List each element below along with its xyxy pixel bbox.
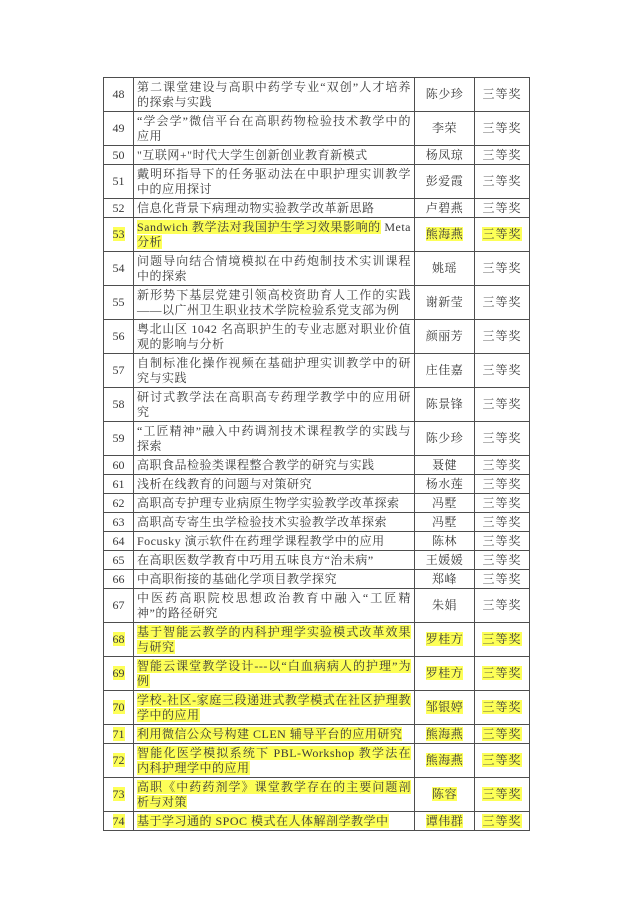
author-name: 聂健 bbox=[431, 457, 457, 472]
table-row bbox=[104, 589, 530, 623]
author-name-cell bbox=[415, 199, 475, 218]
row-number: 48 bbox=[112, 87, 125, 101]
row-number: 72 bbox=[112, 753, 125, 767]
project-title-cell bbox=[134, 657, 415, 691]
award-level: 三等奖 bbox=[482, 495, 522, 510]
project-title-cell bbox=[134, 165, 415, 199]
project-title-segment: 利用微信公众号构建 CLEN 辅导平台的应用研究 bbox=[137, 726, 403, 741]
table-row bbox=[104, 812, 530, 831]
author-name: 庄佳嘉 bbox=[425, 363, 464, 377]
table-row bbox=[104, 78, 530, 112]
award-level: 三等奖 bbox=[482, 121, 522, 135]
row-number: 71 bbox=[112, 726, 125, 741]
author-name-cell bbox=[415, 422, 475, 456]
award-level-cell bbox=[475, 494, 530, 513]
author-name: 冯墅 bbox=[431, 514, 457, 529]
row-number: 63 bbox=[112, 514, 125, 529]
author-name-cell bbox=[415, 475, 475, 494]
table-row bbox=[104, 725, 530, 744]
award-level: 三等奖 bbox=[482, 397, 522, 411]
project-title-segment: 第二课堂建设与高职中药学专业“双创”人才培养的探索与实践 bbox=[137, 79, 411, 109]
table-row bbox=[104, 422, 530, 456]
project-title-cell bbox=[134, 354, 415, 388]
award-level: 三等奖 bbox=[482, 666, 522, 680]
award-level: 三等奖 bbox=[482, 87, 522, 101]
award-level-cell bbox=[475, 475, 530, 494]
table-row bbox=[104, 146, 530, 165]
award-level: 三等奖 bbox=[482, 476, 522, 491]
award-level-cell bbox=[475, 252, 530, 286]
row-number: 60 bbox=[112, 457, 125, 472]
row-number: 70 bbox=[112, 700, 125, 714]
row-number-cell bbox=[104, 744, 134, 778]
table-row bbox=[104, 354, 530, 388]
author-name-cell bbox=[415, 570, 475, 589]
table-row bbox=[104, 570, 530, 589]
row-number: 53 bbox=[112, 227, 125, 241]
project-title-segment: 浅析在线教育的问题与对策研究 bbox=[137, 476, 313, 491]
project-title-segment: Sandwich 教学法对我国护生学习效果影响的 bbox=[137, 219, 381, 234]
author-name: 郑峰 bbox=[431, 571, 457, 586]
table-row bbox=[104, 778, 530, 812]
table-row bbox=[104, 252, 530, 286]
row-number: 62 bbox=[112, 495, 125, 510]
project-title-cell bbox=[134, 532, 415, 551]
award-level-cell bbox=[475, 589, 530, 623]
row-number-cell bbox=[104, 475, 134, 494]
project-title-cell bbox=[134, 286, 415, 320]
author-name-cell bbox=[415, 286, 475, 320]
author-name-cell bbox=[415, 744, 475, 778]
project-title-segment: "互联网+"时代大学生创新创业教育新模式 bbox=[137, 147, 368, 162]
row-number-cell bbox=[104, 589, 134, 623]
award-level-cell bbox=[475, 199, 530, 218]
project-title-cell bbox=[134, 218, 415, 252]
table-row bbox=[104, 551, 530, 570]
project-title-segment: Meta bbox=[380, 219, 412, 234]
award-level-cell bbox=[475, 354, 530, 388]
table-row bbox=[104, 494, 530, 513]
author-name: 熊海燕 bbox=[425, 753, 464, 767]
row-number: 66 bbox=[112, 571, 125, 586]
row-number-cell bbox=[104, 388, 134, 422]
row-number-cell bbox=[104, 691, 134, 725]
row-number-cell bbox=[104, 532, 134, 551]
award-level-cell bbox=[475, 570, 530, 589]
author-name: 冯墅 bbox=[431, 495, 457, 510]
award-level: 三等奖 bbox=[482, 329, 522, 343]
row-number-cell bbox=[104, 812, 134, 831]
project-title-segment: 分析 bbox=[137, 234, 163, 249]
award-level: 三等奖 bbox=[482, 200, 522, 215]
award-level: 三等奖 bbox=[482, 632, 522, 646]
author-name: 杨水莲 bbox=[425, 476, 464, 491]
award-level-cell bbox=[475, 623, 530, 657]
project-title-segment: “学会学”微信平台在高职药物检验技术教学中的应用 bbox=[137, 113, 411, 143]
table-row bbox=[104, 657, 530, 691]
award-level-cell bbox=[475, 551, 530, 570]
project-title-segment: 高职高专护理专业病原生物学实验教学改革探索 bbox=[137, 495, 400, 510]
row-number-cell bbox=[104, 623, 134, 657]
row-number-cell bbox=[104, 286, 134, 320]
project-title-segment: 问题导向结合情境模拟在中药炮制技术实训课程中的探索 bbox=[137, 253, 411, 283]
award-table-body bbox=[104, 78, 530, 831]
author-name: 彭爱霞 bbox=[425, 174, 464, 188]
row-number-cell bbox=[104, 570, 134, 589]
table-row bbox=[104, 691, 530, 725]
row-number: 68 bbox=[112, 632, 125, 646]
row-number: 50 bbox=[112, 147, 125, 162]
author-name: 陈林 bbox=[431, 533, 457, 548]
award-level-cell bbox=[475, 286, 530, 320]
author-name-cell bbox=[415, 165, 475, 199]
author-name: 谭伟群 bbox=[425, 813, 464, 828]
author-name-cell bbox=[415, 532, 475, 551]
project-title-cell bbox=[134, 320, 415, 354]
award-level: 三等奖 bbox=[482, 295, 522, 309]
row-number: 59 bbox=[112, 431, 125, 445]
project-title-segment: 中医药高职院校思想政治教育中融入“工匠精神”的路径研究 bbox=[137, 590, 411, 620]
award-level: 三等奖 bbox=[482, 174, 522, 188]
award-table bbox=[103, 77, 530, 831]
project-title-cell bbox=[134, 252, 415, 286]
table-row bbox=[104, 320, 530, 354]
author-name: 邹银婷 bbox=[425, 700, 464, 714]
author-name: 颜丽芳 bbox=[425, 329, 464, 343]
table-row bbox=[104, 532, 530, 551]
award-level: 三等奖 bbox=[482, 227, 522, 241]
author-name-cell bbox=[415, 78, 475, 112]
row-number-cell bbox=[104, 422, 134, 456]
author-name-cell bbox=[415, 513, 475, 532]
project-title-cell bbox=[134, 725, 415, 744]
project-title-segment: Focusky 演示软件在药理学课程教学中的应用 bbox=[137, 533, 385, 548]
project-title-segment: 中高职衔接的基础化学项目教学探究 bbox=[137, 571, 338, 586]
row-number: 49 bbox=[112, 121, 125, 135]
author-name: 王媛媛 bbox=[425, 552, 464, 567]
row-number: 57 bbox=[112, 363, 125, 377]
author-name: 谢新莹 bbox=[425, 295, 464, 309]
author-name: 陈少珍 bbox=[425, 431, 464, 445]
project-title-segment: 智能化医学模拟系统下 PBL-Workshop 教学法在内科护理学中的应用 bbox=[137, 745, 411, 775]
author-name: 熊海燕 bbox=[425, 227, 464, 241]
row-number-cell bbox=[104, 320, 134, 354]
table-row bbox=[104, 165, 530, 199]
project-title-cell bbox=[134, 812, 415, 831]
author-name: 朱娟 bbox=[431, 598, 457, 612]
author-name-cell bbox=[415, 778, 475, 812]
award-level-cell bbox=[475, 112, 530, 146]
row-number: 51 bbox=[112, 174, 125, 188]
author-name-cell bbox=[415, 657, 475, 691]
project-title-segment: 戴明环指导下的任务驱动法在中职护理实训教学中的应用探讨 bbox=[137, 166, 411, 196]
author-name-cell bbox=[415, 354, 475, 388]
author-name-cell bbox=[415, 725, 475, 744]
project-title-segment: 研讨式教学法在高职高专药理学教学中的应用研究 bbox=[137, 389, 411, 419]
author-name-cell bbox=[415, 320, 475, 354]
table-row bbox=[104, 388, 530, 422]
author-name-cell bbox=[415, 112, 475, 146]
award-level-cell bbox=[475, 691, 530, 725]
row-number: 73 bbox=[112, 787, 125, 801]
award-level-cell bbox=[475, 532, 530, 551]
row-number: 52 bbox=[112, 200, 125, 215]
project-title-segment: 自制标准化操作视频在基础护理实训教学中的研究与实践 bbox=[137, 355, 411, 385]
row-number: 56 bbox=[112, 329, 125, 343]
award-level-cell bbox=[475, 320, 530, 354]
project-title-cell bbox=[134, 78, 415, 112]
award-level-cell bbox=[475, 778, 530, 812]
project-title-cell bbox=[134, 388, 415, 422]
table-row bbox=[104, 199, 530, 218]
author-name: 罗桂方 bbox=[425, 632, 464, 646]
author-name: 李荣 bbox=[431, 121, 457, 135]
project-title-segment: 学校-社区-家庭三段递进式教学模式在社区护理教学中的应用 bbox=[137, 692, 411, 722]
author-name-cell bbox=[415, 456, 475, 475]
project-title-cell bbox=[134, 744, 415, 778]
award-level-cell bbox=[475, 513, 530, 532]
project-title-cell bbox=[134, 778, 415, 812]
table-row bbox=[104, 218, 530, 252]
author-name-cell bbox=[415, 691, 475, 725]
award-level: 三等奖 bbox=[482, 514, 522, 529]
author-name-cell bbox=[415, 252, 475, 286]
row-number-cell bbox=[104, 354, 134, 388]
project-title-segment: 基于学习通的 SPOC 模式在人体解剖学教学中 bbox=[137, 813, 389, 828]
author-name: 杨凤琼 bbox=[425, 147, 464, 162]
award-level: 三等奖 bbox=[482, 431, 522, 445]
row-number-cell bbox=[104, 513, 134, 532]
author-name: 陈少珍 bbox=[425, 87, 464, 101]
author-name-cell bbox=[415, 218, 475, 252]
row-number-cell bbox=[104, 252, 134, 286]
award-level-cell bbox=[475, 657, 530, 691]
project-title-cell bbox=[134, 422, 415, 456]
award-level: 三等奖 bbox=[482, 147, 522, 162]
award-level-cell bbox=[475, 744, 530, 778]
row-number-cell bbox=[104, 494, 134, 513]
project-title-segment: 智能云课堂教学设计---以“白血病病人的护理”为例 bbox=[137, 658, 411, 688]
author-name: 陈容 bbox=[431, 787, 457, 801]
row-number: 58 bbox=[112, 397, 125, 411]
award-level: 三等奖 bbox=[482, 363, 522, 377]
table-row bbox=[104, 623, 530, 657]
author-name: 罗桂方 bbox=[425, 666, 464, 680]
author-name-cell bbox=[415, 812, 475, 831]
project-title-cell bbox=[134, 513, 415, 532]
table-row bbox=[104, 744, 530, 778]
row-number-cell bbox=[104, 551, 134, 570]
project-title-segment: 高职《中药药剂学》课堂教学存在的主要问题剖析与对策 bbox=[137, 779, 411, 809]
author-name: 姚瑶 bbox=[431, 261, 457, 275]
author-name-cell bbox=[415, 589, 475, 623]
table-row bbox=[104, 286, 530, 320]
author-name-cell bbox=[415, 551, 475, 570]
row-number: 67 bbox=[112, 598, 125, 612]
award-level-cell bbox=[475, 725, 530, 744]
author-name-cell bbox=[415, 623, 475, 657]
project-title-cell bbox=[134, 691, 415, 725]
author-name-cell bbox=[415, 146, 475, 165]
award-level: 三等奖 bbox=[482, 598, 522, 612]
row-number-cell bbox=[104, 657, 134, 691]
author-name: 卢碧燕 bbox=[425, 200, 464, 215]
project-title-cell bbox=[134, 456, 415, 475]
award-level: 三等奖 bbox=[482, 700, 522, 714]
author-name-cell bbox=[415, 388, 475, 422]
project-title-cell bbox=[134, 570, 415, 589]
award-level-cell bbox=[475, 388, 530, 422]
author-name-cell bbox=[415, 494, 475, 513]
row-number-cell bbox=[104, 725, 134, 744]
award-level-cell bbox=[475, 812, 530, 831]
row-number: 69 bbox=[112, 666, 125, 680]
project-title-segment: “工匠精神”融入中药调剂技术课程教学的实践与探索 bbox=[137, 423, 411, 453]
table-row bbox=[104, 112, 530, 146]
award-level: 三等奖 bbox=[482, 533, 522, 548]
award-level: 三等奖 bbox=[482, 787, 522, 801]
table-row bbox=[104, 456, 530, 475]
row-number-cell bbox=[104, 218, 134, 252]
award-level: 三等奖 bbox=[482, 813, 522, 828]
award-level: 三等奖 bbox=[482, 457, 522, 472]
row-number: 54 bbox=[112, 261, 125, 275]
project-title-cell bbox=[134, 589, 415, 623]
row-number: 74 bbox=[112, 813, 125, 828]
award-level-cell bbox=[475, 165, 530, 199]
award-level-cell bbox=[475, 422, 530, 456]
row-number-cell bbox=[104, 199, 134, 218]
project-title-cell bbox=[134, 551, 415, 570]
award-level-cell bbox=[475, 218, 530, 252]
row-number-cell bbox=[104, 456, 134, 475]
project-title-cell bbox=[134, 112, 415, 146]
project-title-cell bbox=[134, 475, 415, 494]
project-title-segment: 信息化背景下病理动物实验教学改革新思路 bbox=[137, 200, 375, 215]
row-number: 65 bbox=[112, 552, 125, 567]
project-title-segment: 新形势下基层党建引领高校资助育人工作的实践——以广州卫生职业技术学院检验系党支部为例 bbox=[137, 287, 411, 317]
project-title-cell bbox=[134, 146, 415, 165]
award-level: 三等奖 bbox=[482, 571, 522, 586]
row-number-cell bbox=[104, 112, 134, 146]
award-level-cell bbox=[475, 456, 530, 475]
row-number-cell bbox=[104, 146, 134, 165]
project-title-segment: 高职食品检验类课程整合教学的研究与实践 bbox=[137, 457, 375, 472]
row-number: 64 bbox=[112, 533, 125, 548]
author-name: 熊海燕 bbox=[425, 726, 464, 741]
award-level: 三等奖 bbox=[482, 552, 522, 567]
author-name: 陈景锋 bbox=[425, 397, 464, 411]
row-number: 55 bbox=[112, 295, 125, 309]
table-row bbox=[104, 513, 530, 532]
project-title-segment: 高职高专寄生虫学检验技术实验教学改革探索 bbox=[137, 514, 388, 529]
award-level: 三等奖 bbox=[482, 753, 522, 767]
award-level: 三等奖 bbox=[482, 726, 522, 741]
table-row bbox=[104, 475, 530, 494]
row-number-cell bbox=[104, 78, 134, 112]
award-level-cell bbox=[475, 146, 530, 165]
award-level: 三等奖 bbox=[482, 261, 522, 275]
row-number-cell bbox=[104, 165, 134, 199]
project-title-segment: 基于智能云教学的内科护理学实验模式改革效果与研究 bbox=[137, 624, 411, 654]
row-number-cell bbox=[104, 778, 134, 812]
award-level-cell bbox=[475, 78, 530, 112]
project-title-segment: 在高职医数学教育中巧用五味良方“治未病” bbox=[137, 552, 374, 567]
project-title-cell bbox=[134, 623, 415, 657]
project-title-segment: 粤北山区 1042 名高职护生的专业志愿对职业价值观的影响与分析 bbox=[137, 321, 411, 351]
row-number: 61 bbox=[112, 476, 125, 491]
project-title-cell bbox=[134, 199, 415, 218]
project-title-cell bbox=[134, 494, 415, 513]
